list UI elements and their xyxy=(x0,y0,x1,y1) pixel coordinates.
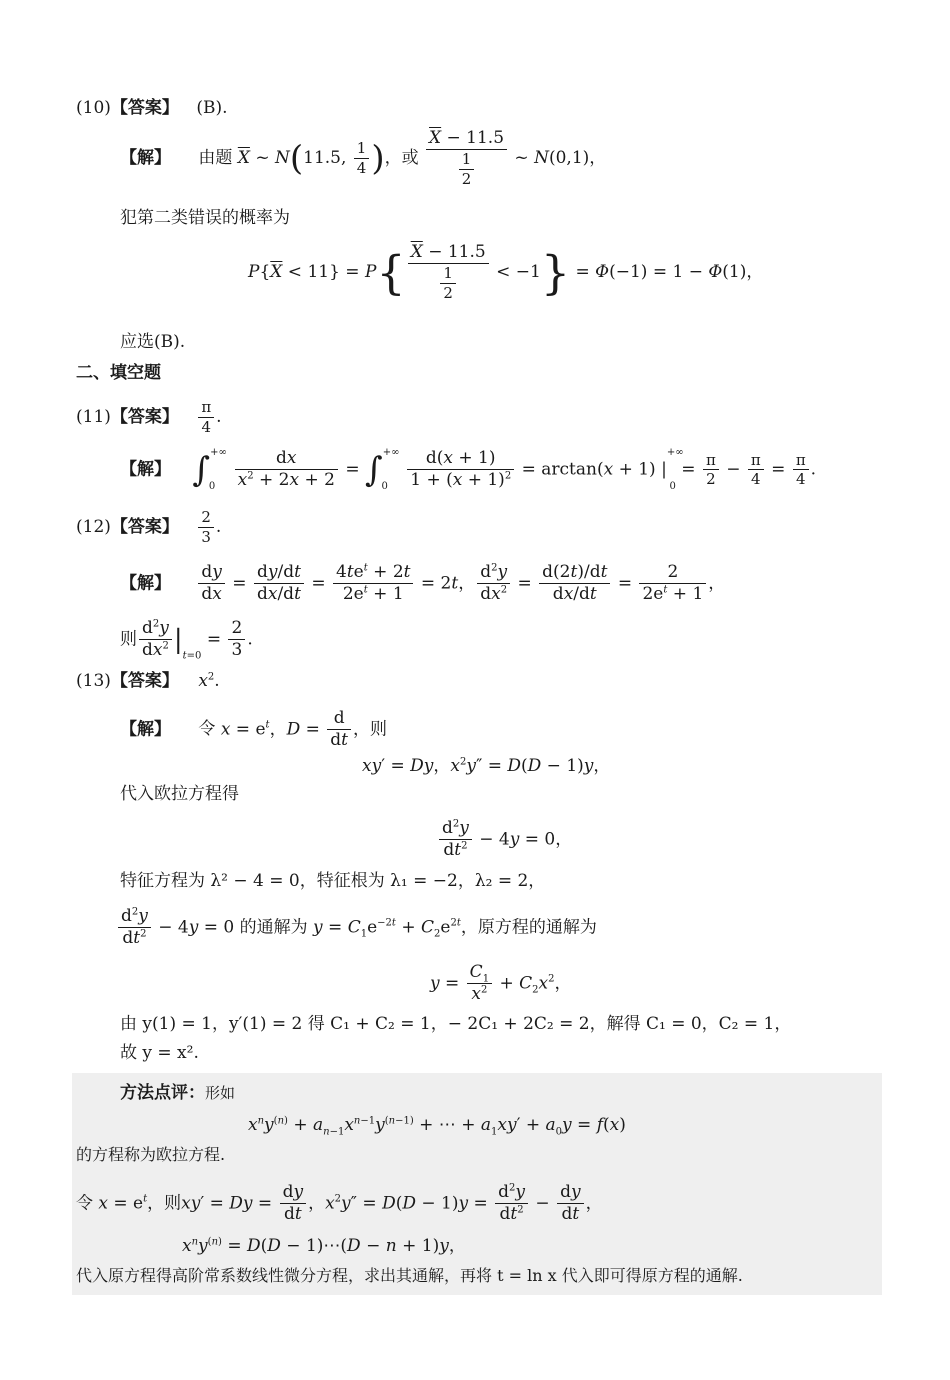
q10-conclusion: 应选(B). xyxy=(120,332,186,352)
q11-answer: $\frac{\pi}{4}$ xyxy=(198,398,214,437)
q13-general-solution-line: $\frac{d^2y}{dt^2}$ − 4y = 0 的通解为 $y = C_1e^{-2t} + C_2e^{2t}$，原方程的通解为 xyxy=(120,906,597,950)
q11-answer-tag: 【答案】 xyxy=(110,406,179,427)
q13-let: 令 xyxy=(198,719,216,740)
method-title-line xyxy=(120,1085,235,1102)
q10-label: (10) xyxy=(76,98,111,118)
q10-answer-line xyxy=(76,100,227,117)
q10-solution-intro: 由题 xyxy=(198,147,233,168)
q10-probability-equation: $P\{\overline{X} < 11\} = P${ $\frac{\overline{X} - 11.5}{\frac{1}{2}}$ < −1} = Φ(−1) = 1 − Φ(1)， xyxy=(248,242,764,302)
q10-answer-tag: 【答案】 xyxy=(110,98,179,118)
method-let-line: 令 $x = e^t$，则xy′ = Dy = $\frac{dy}{dt}$ ，$x^2y'' = D(D - 1)y$ = $\frac{d^2y}{dt^2}$ − $\frac{dy}{dt}$ ， xyxy=(76,1182,603,1225)
q13-operator-equation: xy′ = Dy，$x^2y'' = D(D - 1)y$， xyxy=(362,756,611,776)
q12-answer: $\frac{2}{3}$ xyxy=(198,508,214,547)
method-called: 的方程称为欧拉方程. xyxy=(76,1145,226,1164)
q13-transformed-equation: $\frac{d^2y}{dt^2}$ − 4y = 0， xyxy=(437,818,572,862)
method-tail: 代入原方程得高阶常系数线性微分方程，求出其通解，再将 t = ln x 代入即可得原方程的通解. xyxy=(76,1266,743,1285)
q13-label: (13) xyxy=(76,671,111,691)
section-title: 二、填空题 xyxy=(76,363,161,383)
q12-answer-line: (12)【答案】 $\frac{2}{3}$ . xyxy=(76,508,222,546)
q10-error-text: 犯第二类错误的概率为 xyxy=(120,208,290,228)
q13-conditions: 由 y(1) = 1，y′(1) = 2 得 C₁ + C₂ = 1，− 2C₁ + 2C₂ = 2，解得 C₁ = 0，C₂ = 1， xyxy=(120,1014,792,1034)
q11-label: (11) xyxy=(76,406,111,427)
euler-equation: $x^ny^{(n)} + a_{n-1}x^{n-1}y^{(n-1)}$ + ⋯ + $a_1xy' + a_0y = f(x)$ xyxy=(248,1115,626,1138)
q13-answer-tag: 【答案】 xyxy=(110,671,179,691)
method-let: 令 xyxy=(76,1193,93,1214)
q11-solution-line: 【解】 ∫+∞0 $\frac{dx}{x^2 + 2x + 2}$ = ∫+∞0 $\frac{d(x + 1)}{1 + (x + 1)^2}$ = arctan(x + 1) |+∞0 = $\frac{\pi}{2}$ − $\frac{\pi}{4}$ = $\frac{\pi}{4}$ . xyxy=(120,447,817,492)
q12-label: (12) xyxy=(76,516,111,537)
method-title: 方法点评： xyxy=(120,1083,205,1103)
q13-general-mid: 的通解为 xyxy=(239,917,308,938)
q10-solution-line: 【解】 由题 $\overline{X}$ ~ N(11.5, $\frac{1}{4}$ )，或 $\frac{\overline{X} - 11.5}{\frac{1}{2}}$ ~ N(0,1)， xyxy=(120,128,607,188)
q13-then: ，则 xyxy=(353,719,387,740)
q13-general-end: ，原方程的通解为 xyxy=(460,917,597,938)
q10-conv-text: ，或 xyxy=(384,147,419,168)
q12-solution-tag: 【解】 xyxy=(120,573,171,594)
method-title-tail: 形如 xyxy=(205,1084,236,1102)
q13-solution-line: 【解】 令 $x = e^t$，D = $\frac{d}{dt}$ ，则 xyxy=(120,708,387,751)
q13-original-general: y = $\frac{C_1}{x^2}$ + $C_2x^2$， xyxy=(430,962,572,1005)
q13-answer: x xyxy=(198,671,208,691)
q12-then: 则 xyxy=(120,629,137,650)
q12-solution-line: 【解】 $\frac{dy}{dx}$ = $\frac{dy/dt}{dx/dt}$ = $\frac{4te^t + 2t}{2e^t + 1}$ = 2t， $\frac{d^2y}{dx^2}$ = $\frac{d(2t)/dt}{dx/dt}$ = $\frac{2}{2e^t + 1}$ ， xyxy=(120,562,726,605)
q13-substitute-text: 代入欧拉方程得 xyxy=(120,784,239,804)
q12-answer-tag: 【答案】 xyxy=(110,516,179,537)
q13-characteristic: 特征方程为 λ² − 4 = 0，特征根为 λ₁ = −2，λ₂ = 2， xyxy=(120,871,546,891)
q10-standardized-fraction: $\frac{\overline{X} - 11.5}{\frac{1}{2}}$ xyxy=(426,128,507,189)
q13-answer-line: (13)【答案】 $x^2$. xyxy=(76,671,220,691)
q11-answer-line: (11)【答案】 $\frac{\pi}{4}$ . xyxy=(76,398,222,436)
method-nth-order: $x^ny^{(n)} = D(D$ − 1)⋯(D − n + 1)y， xyxy=(182,1236,466,1256)
q10-answer: (B). xyxy=(196,98,228,118)
q11-solution-tag: 【解】 xyxy=(120,459,171,480)
q12-result-line: 则 $\frac{d^2y}{dx^2}$ |t=0 = $\frac{2}{3}$ . xyxy=(120,618,253,662)
q10-solution-tag: 【解】 xyxy=(120,147,171,168)
q13-solution-tag: 【解】 xyxy=(120,719,171,740)
q10-xbar: $\overline{X}$ xyxy=(237,147,250,168)
q13-final: 故 y = x². xyxy=(120,1043,199,1063)
